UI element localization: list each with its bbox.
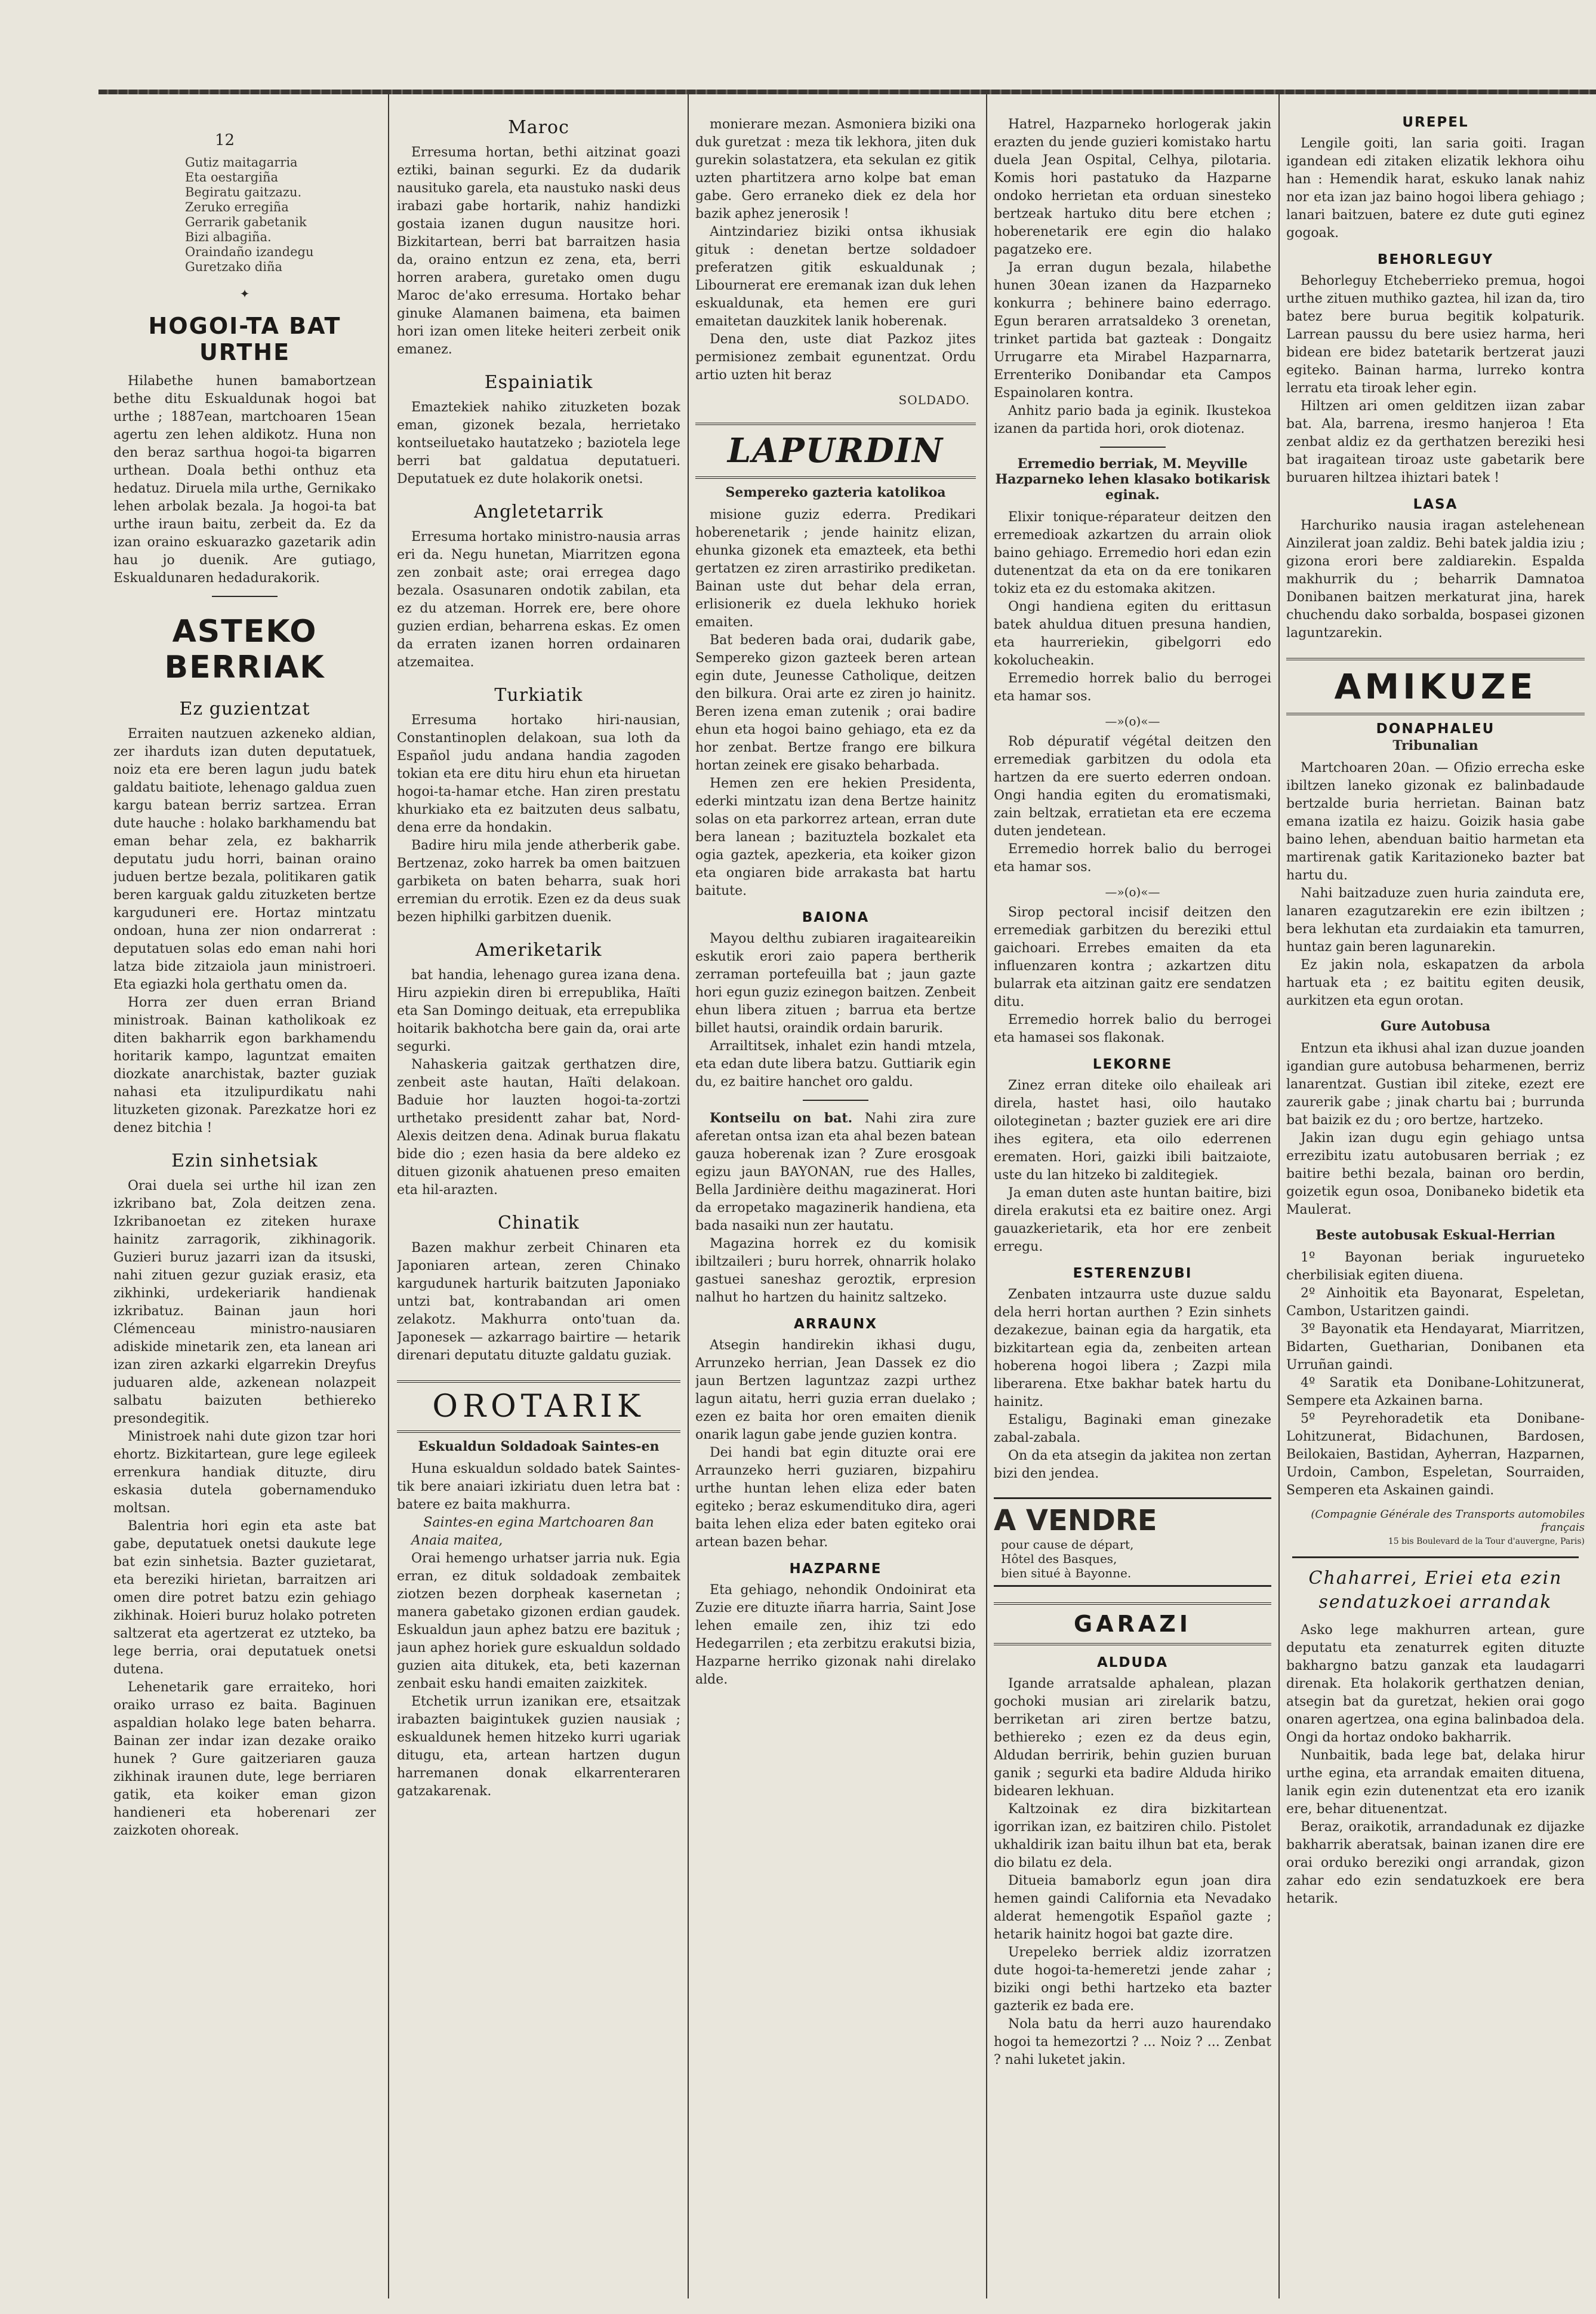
article-alduda: Igande arratsalde aphalean, plazan gochoki musian ari zirelarik batzu, berriketan ari ziren bertze batzu, bethiereko ; ezen ez da deus egin, Aldudan berririk, behin guzien buruan ganik ; segurki eta badire Alduda hiriko bidearen lekhuan. Kaltzoinak ez dira bizkitartean igorrikan izan, ez baitziren chilo. Pistolet ukhaldirik izan baitu ilhun bat eta, berak dio bilatu ez dela. Ditueia bamaborlz egun joan dira hemen gaindi California eta Nevadako alderat hemengotik Español gazte ; hetarik hainitz hogoi bat gazte dire. Urepeleko berriek aldiz izorratzen dute hogoi-ta-hemeretzi jende zahar ; biziki ongi bethi hartzeko eta bazter gazterik ez bada ere. Nola batu da herri auzo haurendako hogoi ta hemezortzi ? ... Noiz ? ... Zenbat ? nahi luketet jakin.	[994, 1676, 1271, 2067]
heading-chaharrei: Chaharrei, Eriei eta ezin sendatuzkoei arrandak	[1308, 1568, 1563, 1613]
heading-lapurdin: LAPURDIN	[727, 431, 944, 470]
heading-eskualdun-soldadoak: Eskualdun Soldadoak Saintes-en	[418, 1439, 660, 1454]
poem-line: Oraindaño izandegu	[185, 245, 314, 259]
article-ameriketarik: bat handia, lehenago gurea izana dena. Hiru azpiekin diren bi errepublika, Haïti eta San Domingo deituak, eta errepublika hoitarik bakhotcha bere gain da, orai arte segurki. Nahaskeria gaitzak gerthatzen dire, zenbeit aste hautan, Haïti delakoan. Baduie hor lauzten hogoi-ta-zortzi urthetako presidentt zahar bat, Nord-Alexis deitzen dena. Adinak burua flakatu bide dio ; ezen hasia da bere aldeko ez dituen gizonik ahatuenen preso emaiten eta hil-arazten.	[397, 968, 680, 1198]
article-gure-autobusa: Entzun eta ikhusi ahal izan duzue joanden igandian gure autobusa beharmenen, berriz lanarentzat. Gustian ibil ziteke, ezezt ere zaurerik gabe ; jinak chartu bai ; burrunda bat baizik ez du ; oro bertze, hartzeko. Jakin izan dugu egin gehiago untsa errezibitu izatu autobusaren berriak ; ez baitire bethi bezala, bainan oro berdin, goizetik egun osoa, Donibaneko bidetik eta Maulerat.	[1286, 1041, 1585, 1217]
poem-line: Guretzako diña	[185, 260, 283, 274]
a-vendre-details: pour cause de départ, Hôtel des Basques, bien situé à Bayonne.	[1001, 1537, 1134, 1580]
article-eskualdun-soldadoak: Huna eskualdun soldado batek Saintes-tik bere anaiari izkiriatu duen letra bat : batere ez baita makhurra. Saintes-en egina Martchoaren 8an Anaia maitea, Orai hemengo urhatser jarria nuk. Egia erran, ez dituk soldadoak zembaitek ziotzen bezen dorpheak kasernetan ; manera gabetako gizonen erdian gaudek. Eskualdun jaun aphez batzu ere bazituk ; jaun aphez horiek gure eskualdun soldado guzien aita ditukek, eta, beti kazernan zenbait esku handi emaiten zaizkitek. Etchetik urrun izanikan ere, etsaitzak irabazten baigintukek guzien nausiak ; eskualdunek hemen hitzeko kurri ugariak ditugu, eta, artean hartzen dugun harremanen donak elkarrenteraren gatzakarenak.	[397, 1461, 680, 1799]
article-maroc: Erresuma hortan, bethi aitzinat goazi eztiki, bainan segurki. Ez da dudarik nausituko garela, eta naustuko naski deus irabazi gabe hortarik, nahiz handizki gostaia izanen dugun nausitze hori. Bizkitartean, berri bat barraitzen hasia da, oraino entzun ez zena, eta, berri horren arabera, guretako omen dugu Maroc de'ako erresuma. Hortako behar ginuke Alamanen baimena, eta baimen hori izan omen liteke heiteri zerbeit onik emanez.	[397, 145, 680, 357]
article-hatrel: Hatrel, Hazparneko horlogerak jakin erazten du jende guzieri komistako hartu duela Jean Ospital, Celhya, pilotaria. Komis hori pastatuko da Hazparne ondoko herrietan eta orduan sinesteko bertzeak hartuko ditu bere etchen ; hoberenetarik ere egin dio halako pagatzeko ere. Ja erran dugun bezala, hilabethe hunen 30ean izanen da Hazparneko konkurra ; behinere baino ederrago. Egun beraren arratsaldeko 3 orenetan, trinket partida bat gazteak : Dongaitz Urrugarre eta Mirabel Hazparnarra, Errenteriko Donibandar eta Campos Espainolaren kontra. Anhitz pario bada ja eginik. Ikustekoa izanen da partida hori, orok diotenaz.	[994, 117, 1271, 436]
article-lasa: Harchuriko nausia iragan astelehenean Ainzilerat joan zaldiz. Behi batek jaldia iziu ; gizona erori bere zaldiarekin. Espalda makhurrik du ; beharrik Damnatoa Donibanen baitzen merkaturat jina, harek chuchendu dako sorbalda, bospasei gizonen laguntzarekin.	[1286, 518, 1585, 641]
lapurdin-banner	[695, 423, 976, 479]
heading-garazi: GARAZI	[1074, 1611, 1191, 1637]
article-hogoi-ta-bat-urthe: Hilabethe hunen bamabortzean bethe ditu Eskualdunak hogoi bat urthe ; 1887ean, martchoaren 15ean agertu zen lehen aldikotz. Huna non den beraz sarthua hogoi-ta bigarren urthean. Doala bethi onthuz eta hedatuz. Diruela mila urthe, Gernikako lehen arbolak bezala. Ja hogoi-ta bat urthe iraun baitu, zerbeit da. Ez da izan oraino eskuarazko gazetarik adin hau jo duenik. Are gutiago, Eskualdunaren hedadurakorik.	[113, 374, 376, 586]
heading-turkiatik: Turkiatik	[494, 685, 583, 706]
amikuze-banner	[1286, 658, 1585, 715]
a-vendre-title: A VENDRE	[994, 1504, 1157, 1537]
column-divider	[1278, 90, 1280, 2298]
heading-baiona: BAIONA	[802, 910, 870, 925]
poem-line: Bizi albagiña.	[185, 230, 272, 244]
article-urepel: Lengile goiti, lan saria goiti. Iragan igandean edi zitaken elizatik lekhora oihu han : Hemendik harat, eskuko lanak nahiz nor eta izan jaz baino hogoi libera gehiago ; lanari baitzuen, batere ez dute guti eginez gogoak.	[1286, 136, 1585, 241]
heading-orotarik: OROTARIK	[432, 1389, 645, 1424]
heading-donaphaleu: DONAPHALEU	[1376, 721, 1495, 737]
ornament: ✦	[239, 287, 250, 301]
heading-gure-autobusa: Gure Autobusa	[1381, 1018, 1490, 1034]
list-autobus-routes	[1286, 1249, 1585, 1500]
poem-verses	[113, 155, 376, 275]
list-item: 1º Bayonan beriak ingurueteko cherbilisiak egiten diuena.	[1286, 1250, 1585, 1283]
article-sempereko-gazteria: misione guziz ederra. Predikari hoberenetarik ; jende hainitz elizan, ehunka gizonek eta emazteek, eta bethi gertatzen ez ziren arrastiriko prediketan. Bainan uste dut behar dela erran, erlisionerik ez duela lekhuko horiek emaiten. Bat bederen bada orai, dudarik gabe, Sempereko gizon gazteek beren artean egin dute, Jeunesse Catholique, deitzen den bilkura. Orai arte ez ziren jo hainitz. Beren izena eman zutenik ; orai badire ehun eta hogoi baino gehiago, eta ez da hor zenbat. Bertze frango ere bilkura hortan zeinek ere gisako beharbada. Hemen zen ere hekien Presidenta, ederki mintzatu izan dena Bertze hainitz solas on eta parkorrez artean, erran dute bera lanean ; bazituztela bozkalet eta ogia gaztek, apezkeria, eta koiker gizon eta ongiaren bide arrakasta bat hartu baitute.	[695, 507, 976, 898]
separator	[1100, 447, 1166, 448]
article-ez-guzientzat: Erraiten nautzuen azkeneko aldian, zer iharduts izan duten deputatuek, noiz eta ere beren lagun judu batek galdatu baitiote, lehenago galdua zuen kargu batean berriz sartzea. Erran dute hauche : holako barkhamendu bat eman behar zela, ez bakharrik deputatu judu horri, bainan oraino juduen bertze bezala, politikaren gatik beren karguak galdu zituzketen bertze karguduneri ere. Hortaz mintzatu ondoan, huna zer nion ondarrerat : deputatuen solas edo eman nahi hori latza bide zitzaiola jaun ministroeri. Eta egiazki hola gerthatu omen da. Horra zer duen erran Briand ministroak. Bainan katholikoak ez diten bakharrik egon barkhamendu horitarik kampo, laguntzat emaiten diozkate anarchistak, bazter guziak nahasi eta itzulipurdikatu nahi lituzketen gizonak. Parezkatze hori ez denez bitchia !	[113, 727, 376, 1136]
article-chinatik: Bazen makhur zerbeit Chinaren eta Japoniaren artean, zeren Chinako kargudunek harturik baitzuten Japoniako untzi bat, kontrabandan ari omen zelakotz. Makhurra onto'tuan da. Japonesek — azkarrago bairtire — hetarik direnari deputatu dituzte galdatu guziak.	[397, 1241, 680, 1363]
list-item: 3º Bayonatik eta Hendayarat, Miarritzen, Bidarten, Guetharian, Donibanen eta Urruñan gaindi.	[1286, 1322, 1585, 1373]
article-ezin-sinhetsiak: Orai duela sei urthe hil izan zen izkribano bat, Zola deitzen zena. Izkribanoetan ez ziteken huraxe hainitz zarragorik, zikhinagorik. Guzieri buruz jazarri izan da itsuski, nahi zituen gezur guziak erasiz, eta zikhinki, urdekeriarik handienak izkribatuz. Bainan jaun hori Clémenceau ministro-nausiaren adiskide minetarik zen, eta lanean ari izan ziren azkarki elgarrekin Dreyfus juduaren alde, azkenean nolazpeit salbatu baizuten bethiereko presondegitik. Ministroek nahi dute gizon tzar hori ehortz. Bizkitartean, gure lege egileek errenkura handiak dituzte, diru eskasia dutela gobernamenduko moltsan. Balentria hori egin eta aste bat gabe, deputatuek onetsi daukute lege bat ezin sinhetsia. Bazter guzietarat, eta bereziki hirietan, barraitzen ari omen dire potret batzu ezin gehiago zikhinak. Hoieri buruz holako potreten saltzerat eta agertzerat ez utzteko, ba lege berria, orai deputatuek onetsi dutena. Lehenetarik gare erraiteko, hori oraiko urraso ez baita. Baginuen aspaldian holako lege baten beharra. Bainan zer indar izan dezake oraiko hunek ? Gure gaitzeriaren gauza zikhinak iraunen dute, lege berriaren gatik, eta koiker eman gizon handieneri eta hoberenari zer zaizkoten ohoreak.	[113, 1178, 376, 1838]
ornament: —»(o)«—	[1105, 885, 1160, 899]
heading-lasa: LASA	[1413, 497, 1458, 512]
article-arraunx: Atsegin handirekin ikhasi dugu, Arrunzeko herrian, Jean Dassek ez dio jaun Bertzen laguntzaz zazpi urthez lagun aitatu, herri guzia erran duelako ; ezen ez baita hor oren emaiten dienik onarik lagun gabe jende guzien kontra. Dei handi bat egin dituzte orai ere Arraunzeko herri guziaren, bizpahiru urthe huntan lehen eliza eder baten egiteko ; beraz eskumendituko dira, ageri baita lehen eliza eder baten egiteko orai artean bazen behar.	[695, 1338, 976, 1550]
page-number: 12	[215, 131, 235, 149]
list-item: 5º Peyrehoradetik eta Donibane-Lohitzunerat, Bidachunen, Bardosen, Beilokaien, Bastidan, Ayherran, Hazparnen, Urdoin, Cambon, Espeletan, Sourraiden, Semperen eta Askainen gaindi.	[1286, 1411, 1585, 1498]
column-5	[1286, 107, 1585, 1916]
article-erremedio-berriak: Elixir tonique-réparateur deitzen den erremedioak azkartzen du arrain oliok baino gehiago. Erremedio hori edan ezin dutenentzat da eta on da ere tonikaren tokiz eta ez du estomaka akitzen. Ongi handiena egiten du erittasun batek ahuldua dituen presuna handien, eta haurreriekin, gibelgorri edo kokolucheakin. Erremedio horrek balio du berrogei eta hamar sos.	[994, 510, 1271, 704]
separator	[1292, 1556, 1579, 1558]
article-baiona: Mayou delthu zubiaren iragaiteareikin eskutik erori zaio papera bertherik zerraman portefeuilla bat ; jaun gazte hori egun guziz ezinegon baitzen. Zenbeit ehun libera zituen ; barrua eta bertze billet hautsi, oraindik ordain barurik. Arrailtitsek, inhalet ezin handi mtzela, eta edan dute libera batzu. Guttiarik egin du, ez baitire hanchet oro galdu.	[695, 931, 976, 1090]
separator	[803, 1100, 868, 1101]
heading-arraunx: ARRAUNX	[794, 1316, 877, 1332]
signature-soldado: SOLDADO.	[898, 393, 970, 407]
poem-line: Eta oestargiña	[185, 170, 279, 184]
heading-hogoi-ta-bat-urthe: HOGOI-TA BAT URTHE	[148, 313, 341, 365]
heading-hazparne: HAZPARNE	[789, 1561, 882, 1577]
top-rule	[98, 90, 1596, 94]
heading-ezin-sinhetsiak: Ezin sinhetsiak	[171, 1150, 318, 1171]
article-hazparne: Eta gehiago, nehondik Ondoinirat eta Zuzie ere dituzte iñarra harria, Saint Jose lehen emaile zen, ihiz tzi edo Hedegarrilen ; eta zerbitzu erakutsi bizia, Hazparne herriko gizonak nahi direlako alde.	[695, 1583, 976, 1687]
column-divider	[388, 90, 389, 2298]
heading-chinatik: Chinatik	[498, 1213, 580, 1233]
heading-angletetarrik: Angletetarrik	[474, 501, 603, 522]
heading-ameriketarik: Ameriketarik	[475, 940, 602, 961]
article-angletetarrik: Erresuma hortako ministro-nausia arras eri da. Negu hunetan, Miarritzen egona zen zonbait aste; orai erregea dago bezala. Osasunaren ondotik zabilan, eta ez du atzeman. Horrek ere, bere ohore guzien erdian, beharrena eskas. Ez omen da erraten izanen horren ordainaren atzemaiteа.	[397, 530, 680, 670]
heading-ez-guzientzat: Ez guzientzat	[179, 698, 310, 719]
heading-asteko-berriak: ASTEKO BERRIAK	[164, 614, 325, 685]
poem-line: Zeruko erregiña	[185, 200, 289, 214]
article-espainiatik: Emaztekiek nahiko zituzketen bozak eman, gizonek bezala, herrietako kontseiluetako hautatzeko ; baziotela lege berri bat galdatua deputatueri. Deputatuek ez dute holakorik onetsi.	[397, 400, 680, 487]
article-chaharrei: Asko lege makhurren artean, gure deputatu eta zenaturrek egiten dituzte bakhargno batzu ganzak eta laudagarri direnak. Eta holakorik gerthatzen denian, atsegin bat da guretzat, hekien orai gogo onaren agertzea, ona egina balinbadoa dela. Ongi da hortaz ondoko bakharrik. Nunbaitik, bada lege bat, delaka hirur urthe egina, eta arrandak emaiten dituena, lanik egin ezin dutenentzat eta ero izanik ere, behar dituenentzat. Beraz, oraikotik, arrandadunak ez dijazke bakharrik aberatsak, bainan izanen dire ere orai orduko bereziki ongi arrandak, gizon zahar edo ezin sendatuzkoek ere bera hetarik.	[1286, 1623, 1585, 1906]
heading-kontseilu-on-bat: Kontseilu on bat.	[710, 1110, 853, 1126]
column-4	[994, 107, 1271, 2078]
heading-alduda: ALDUDA	[1096, 1655, 1169, 1670]
column-2	[397, 107, 680, 1809]
article-behorleguy: Behorleguy Etcheberrieko premua, hogoi urthe zituen muthiko gaztea, hil izan da, tiro batez bere burua begitik kolpaturik. Larrean paussu du bere usiez harma, heri bidean ere bidez batetarik bertzerat jauzi egiteko. Bainan harma, lurreko kontra lerratu eta tiroak leher egin. Hiltzen ari omen gelditzen iizan zabar bat. Ala, barrena, iresmo hanjeroa ! Eta zenbat aldiz ez da gerthatzen bereziki hesi bat iragaitean tiroaz uste gabetarik bere buruaren hiltzea ihiztari batek !	[1286, 273, 1585, 485]
garazi-banner	[994, 1602, 1271, 1645]
heading-lekorne: LEKORNE	[1092, 1057, 1173, 1072]
column-1	[113, 107, 376, 1848]
poem-line: Gutiz maitagarria	[185, 155, 298, 170]
heading-erremedio-berriak: Erremedio berriak, M. Meyville Hazparneko lehen klasako botikarisk eginak.	[995, 456, 1270, 503]
list-item: 4º Saratik eta Donibane-Lohitzunerat, Sempere eta Azkainen barna.	[1286, 1376, 1585, 1408]
heading-beste-autobusak: Beste autobusak Eskual-Herrian	[1315, 1227, 1555, 1243]
ornament: —»(o)«—	[1105, 714, 1160, 728]
article-rob-depuratif: Rob dépuratif végétal deitzen den erremediak garbitzen du odola eta hartzen da ere suerto ederren ondoan. Ongi handia egiten du eromatismaki, zain beltzak, erratietan eta ere eczema duten jendetean. Erremedio horrek balio du berrogei eta hamar sos.	[994, 734, 1271, 875]
list-item: 2º Ainhoitik eta Bayonarat, Espeletan, Cambon, Ustaritzen gaindi.	[1286, 1286, 1585, 1319]
column-divider	[688, 90, 689, 2298]
orotarik-banner	[397, 1380, 680, 1433]
article-soldado-letter-continued: monierare mezan. Asmoniera biziki ona duk guretzat : meza tik lekhora, jiten duk gurekin solastatzera, eta sekulan ez gitik uzten phartitzera arno kolpe bat eman gabe. Gero erraneko diek ez dela hor bazik aphez jenerosik ! Aintzindariez biziki ontsa ikhusiak gituk : denetan bertze soldadoer preferatzen gitik eskualdunak ; Libournerat ere eremanak izan duk lehen eskualdunak, eta hemen ere guri emaitetan dauzkitek lanik hoberenak. Dena den, uste diat Pazkoz jites permisionez zembait egunentzat. Ordu artio uzten hit beraz	[695, 117, 976, 383]
credit-compagnie: (Compagnie Générale des Transports automobiles français 15 bis Boulevard de la Tour d'auvergne, Paris)	[1311, 1508, 1585, 1546]
poem-line: Begiratu gaitzazu.	[185, 185, 302, 199]
article-kontseilu-on-bat: Kontseilu on bat. Nahi zira zure aferetan ontsa izan eta ahal bezen batean gauza hoberenak izan ? Zure erosgoak egizu jaun BAYONAN, rue des Halles, Bella Jardinière deithu magazinerat. Hori da erropetako magazinerik handiena, eta bada nasaiki nun zer hautatu. Magazina horrek ez du komisik ibiltzaileri ; buru horrek, ohnarrik holako gastuei saneshaz geroztik, erpresion nalhut ho hartzen du hainitz saltzeko.	[695, 1110, 976, 1305]
poem-line: Gerrarik gabetanik	[185, 215, 307, 229]
heading-amikuze: AMIKUZE	[1334, 666, 1537, 707]
article-tribunalian: Martchoaren 20an. — Ofizio errecha eske ibiltzen laneko gizonak ez balinbadaude bertzalde buria herrietan. Bainan batz emana izatila ez haizu. Goizik hasia gabe baino lehen, abenduan baitio harmetan eta martirenak gatik Karitazioneko bazter bat hartu du. Nahi baitzaduze zuen huria zainduta ere, lanaren ezagutzarekin ere ezin ibiltzen ; bera lekhutan eta zurdaiakin eta tamurren, huntaz gain beren lagunarekin. Ez jakin nola, eskapatzen da arbola hartuak eta ; ez baititu egiten deusik, aurkitzen eta egun orotan.	[1286, 761, 1585, 1008]
heading-sempereko-gazteria: Sempereko gazteria katolikoa	[725, 485, 946, 500]
column-divider	[986, 90, 987, 2298]
heading-urepel: UREPEL	[1402, 115, 1469, 130]
article-esterenzubi: Zenbaten intzaurra uste duzue saldu dela herri hortan aurthen ? Ezin sinhets dezakezue, bainan egia da hargatik, eta bizkitartean egia da, zenbeiten artean hoberena hogoi libera ; Zazpi mila liberarena. Etxe bakhar batek hartu du hainitz. Estaligu, Baginaki eman ginezake zabal-zabala. On da eta atsegin da jakitea non zertan bizi den jendea.	[994, 1287, 1271, 1481]
heading-espainiatik: Espainiatik	[484, 372, 593, 393]
article-turkiatik: Erresuma hortako hiri-nausian, Constantinoplen delakoan, sua loth da Español judu andana handia zagoden tokian eta ere ditu hiru ehun eta hiruetan hogoi-ta-hamar etche. Han ziren prestatu khurkiako eta ez baitzuten deus salbatu, dena erre da hondakin. Badire hiru mila jende atherberik gabe. Bertzenaz, zoko harrek ba omen baitzuen garbiketa on baten beharra, suak hori erremian du errotik. Ezen ez da deus suak bezen hiphilki garbitzen duenik.	[397, 713, 680, 925]
column-3	[695, 107, 976, 1697]
article-sirop-pectoral: Sirop pectoral incisif deitzen den erremediak garbitzen du bereziki ettul gaichoari. Errebes emaiten da eta influenzaren kontra ; azkartzen ditu bularrak eta aitzinan gaitz ere sendatzen ditu. Erremedio horrek balio du berrogei eta hamasei sos flakonak.	[994, 905, 1271, 1045]
heading-behorleguy: BEHORLEGUY	[1377, 252, 1494, 267]
separator	[212, 596, 278, 597]
heading-esterenzubi: ESTERENZUBI	[1073, 1266, 1193, 1281]
article-lekorne: Zinez erran diteke oilo ehaileak ari direla, hastet hasi, oilo hautako oiloteginetan ; bazter guziek ere ari dire ihes egitera, eta oilo ederrenen erematen. Hori, gaizki ibili baitzaiote, uste du lan hitzeko bi zalditegiek. Ja eman duten aste huntan baitire, bizi direla erakutsi eta ez baitire onez. Argi gauazkerietarik, eta hor ere zenbeit erregu.	[994, 1078, 1271, 1254]
heading-maroc: Maroc	[508, 117, 569, 138]
a-vendre-advert	[994, 1497, 1271, 1587]
heading-tribunalian: Tribunalian	[1392, 738, 1478, 753]
